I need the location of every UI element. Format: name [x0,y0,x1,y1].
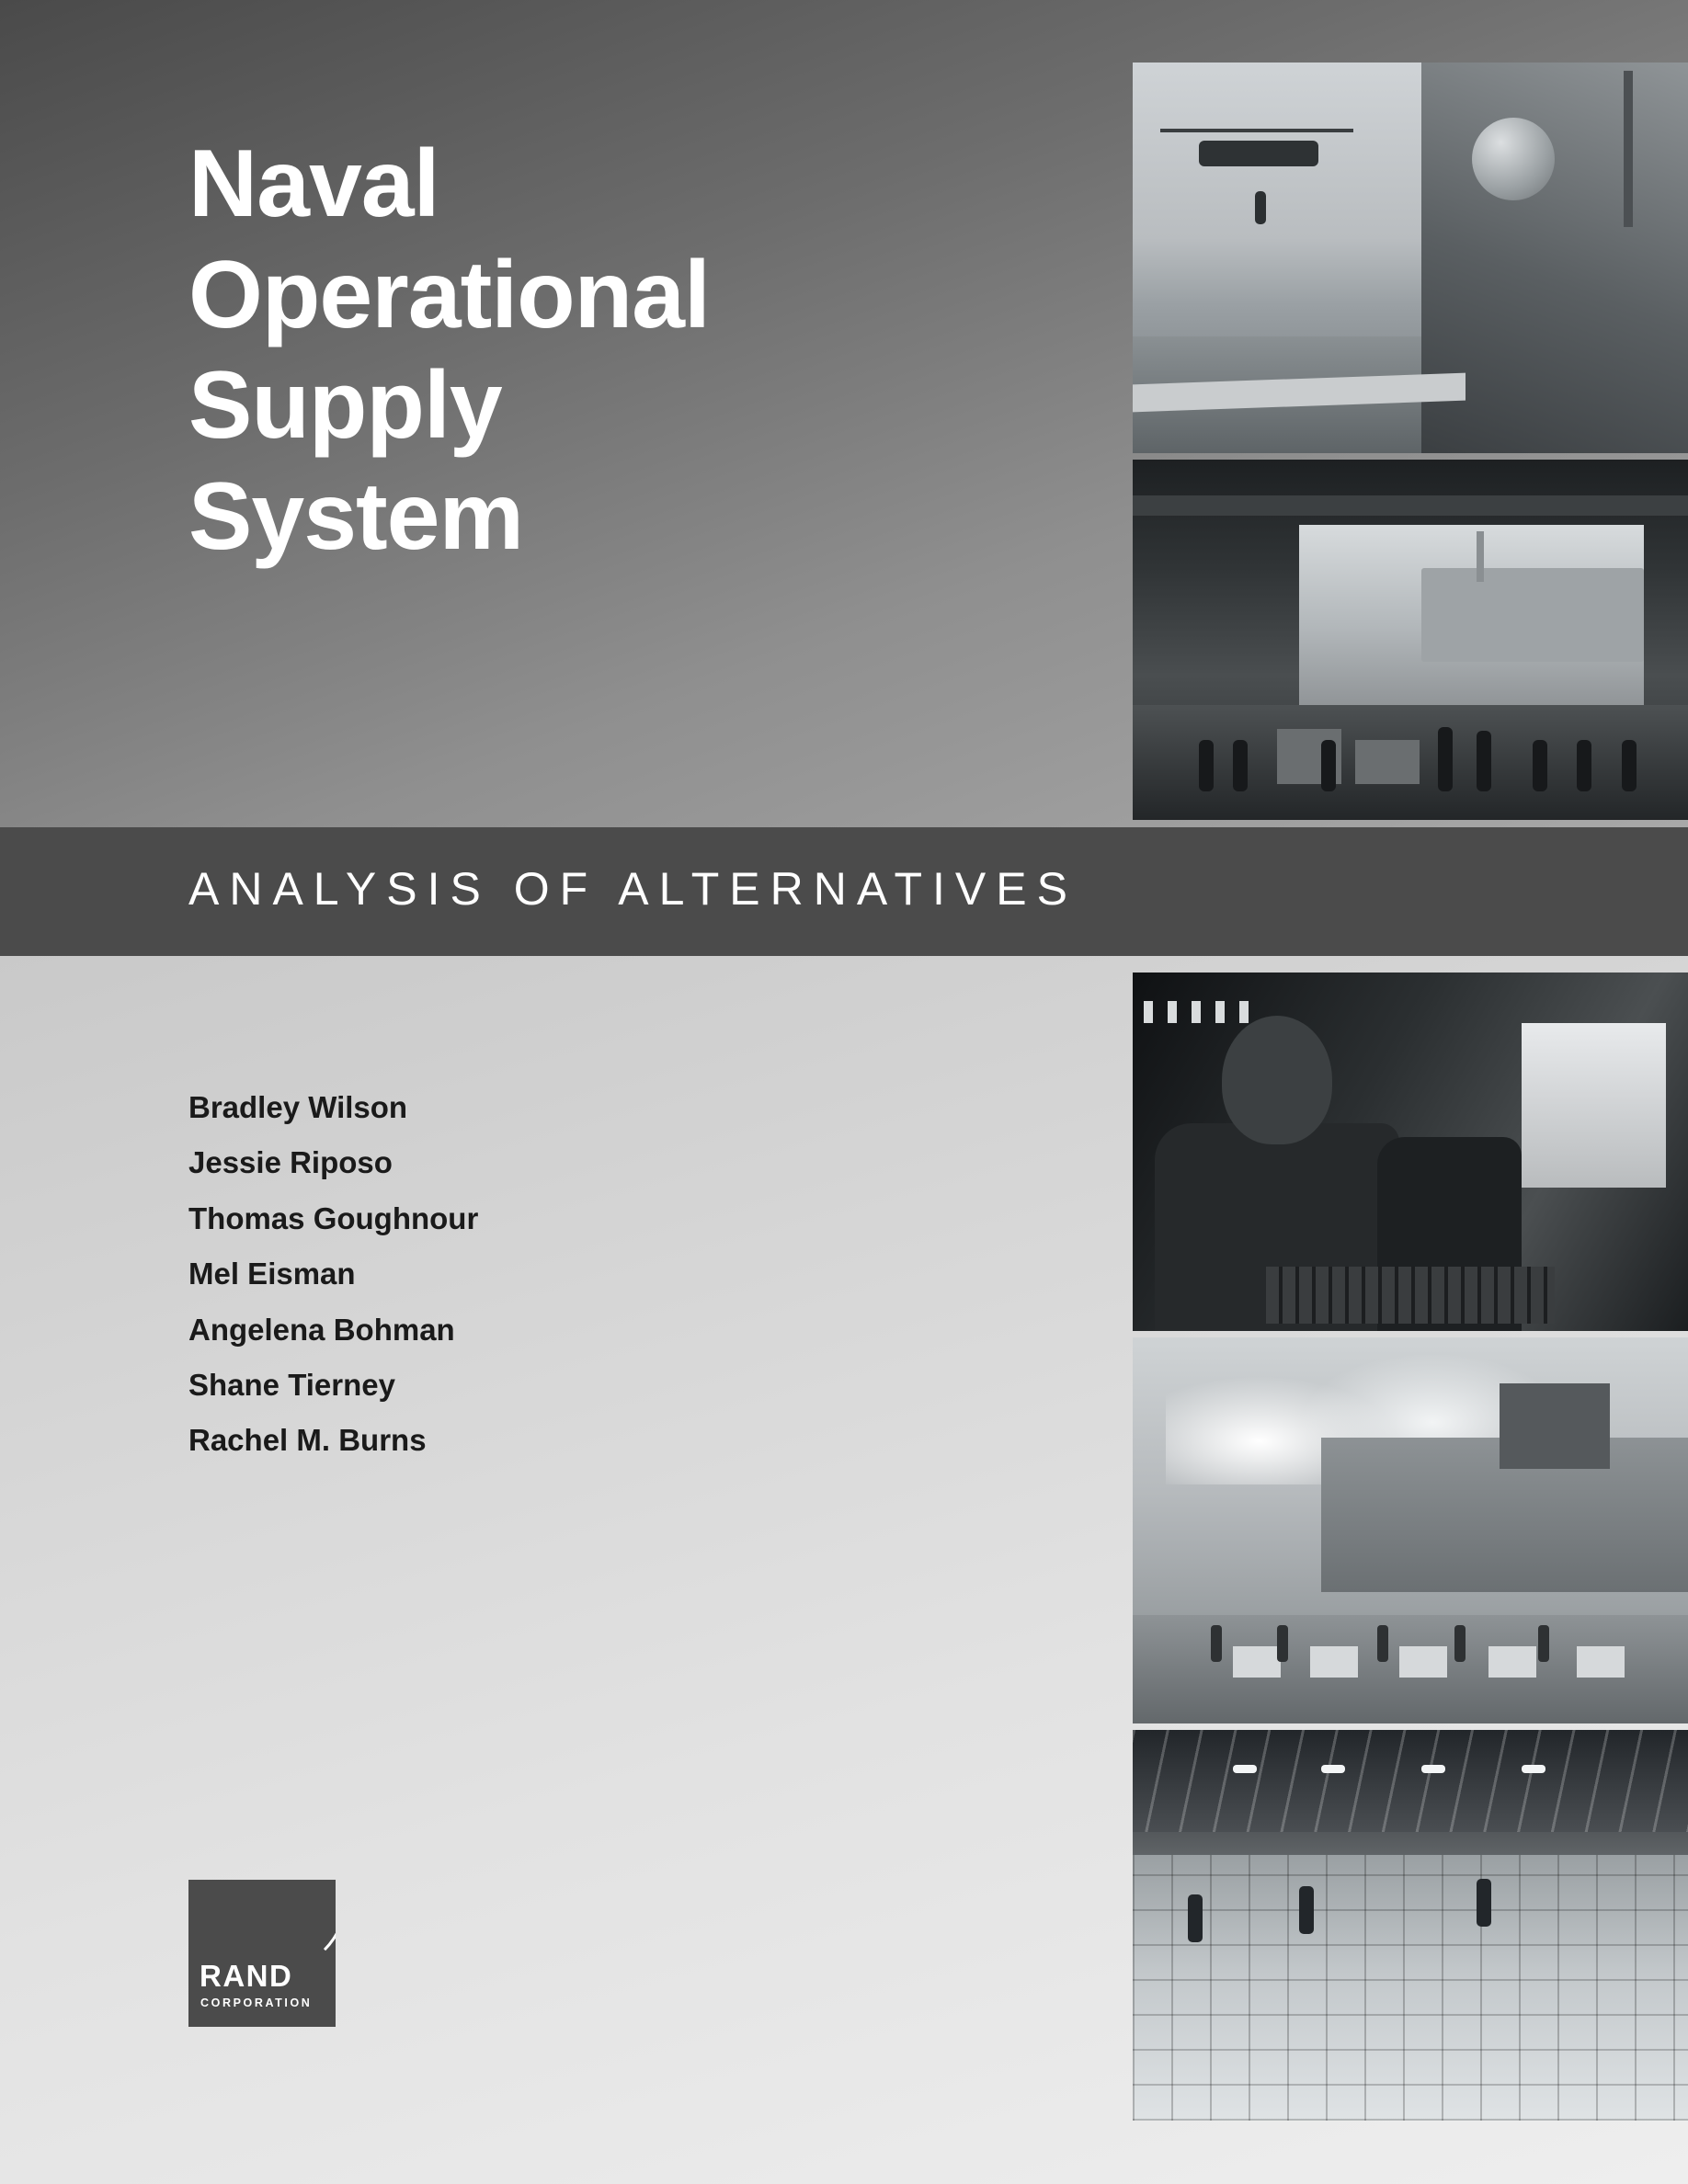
rand-arc-icon [203,1880,336,1972]
title-line-4: System [188,462,523,570]
subtitle: ANALYSIS OF ALTERNATIVES [188,863,1078,915]
list-item: Bradley Wilson [188,1090,408,1124]
helicopter-vertical-replenishment-photo [1133,63,1688,453]
list-item: Angelena Bohman [188,1312,455,1347]
list-item: Thomas Goughnour [188,1200,479,1235]
amphibious-ship-pierside-cargo-photo [1133,1337,1688,1723]
sailors-at-computer-consoles-photo [1133,973,1688,1331]
list-item: Shane Tierney [188,1367,395,1402]
list-item: Mel Eisman [188,1257,356,1291]
rand-logo-name: RAND [200,1959,293,1993]
rand-logo-subtitle: CORPORATION [200,1996,313,2009]
rand-logo [188,1880,336,2027]
cargo-hold-supply-pallets-photo [1133,1730,1688,2121]
hangar-deck-replenishment-photo [1133,460,1688,820]
title-line-2: Operational [188,241,710,348]
title-line-3: Supply [188,352,502,460]
list-item: Jessie Riposo [188,1145,393,1180]
page-title [188,129,887,573]
title-line-1: Naval [188,131,439,237]
list-item: Rachel M. Burns [188,1423,427,1458]
author-list [188,1080,478,1469]
